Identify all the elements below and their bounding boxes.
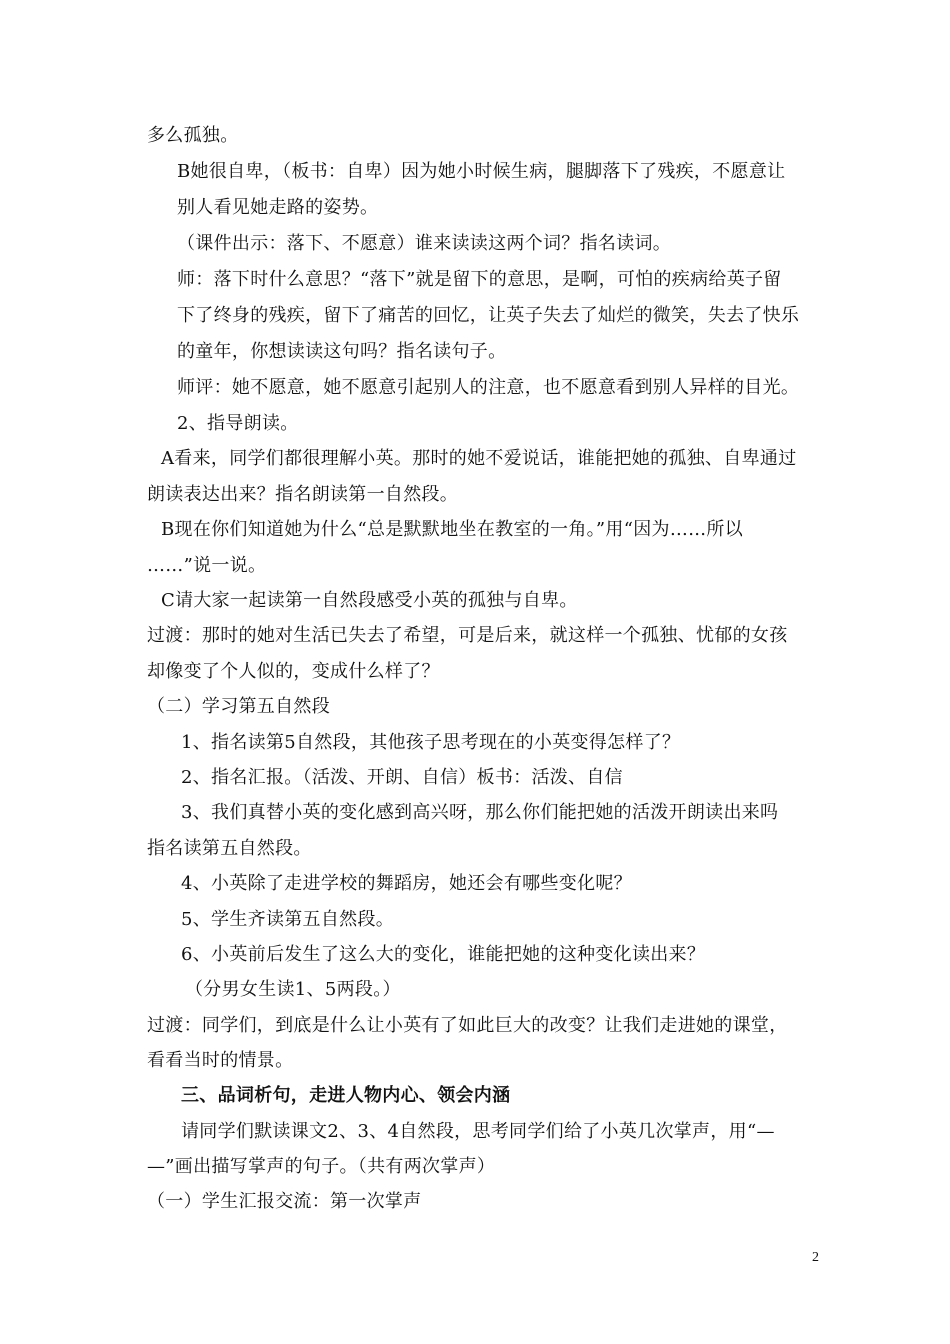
text-line: 2、指导朗读。 [177, 413, 299, 434]
section-heading: （一）学生汇报交流：第一次掌声 [147, 1191, 422, 1212]
text-line: B她很自卑，（板书：自卑）因为她小时候生病，腿脚落下了残疾，不愿意让 [177, 161, 786, 182]
page-number: 2 [812, 1250, 819, 1265]
text-line: 1、指名读第5自然段，其他孩子思考现在的小英变得怎样了？ [181, 732, 681, 753]
section-heading: （二）学习第五自然段 [147, 696, 330, 717]
text-line: 师：落下时什么意思？“落下”就是留下的意思，是啊，可怕的疾病给英子留 [177, 269, 782, 290]
text-line: 请同学们默读课文2、3、4自然段，思考同学们给了小英几次掌声，用“— [181, 1121, 775, 1142]
text-line: 看看当时的情景。 [147, 1050, 294, 1071]
text-line: A看来，同学们都很理解小英。那时的她不爱说话，谁能把她的孤独、自卑通过 [161, 448, 797, 469]
text-line: 下了终身的残疾，留下了痛苦的回忆，让英子失去了灿烂的微笑，失去了快乐 [177, 305, 800, 326]
text-line: （分男女生读1、5两段。） [185, 979, 401, 1000]
text-line: （课件出示：落下、不愿意）谁来读读这两个词？指名读词。 [177, 233, 672, 254]
text-line: 过渡：同学们，到底是什么让小英有了如此巨大的改变？让我们走进她的课堂， [147, 1015, 788, 1036]
section-heading: 三、品词析句，走进人物内心、领会内涵 [181, 1085, 511, 1106]
text-line: 师评：她不愿意，她不愿意引起别人的注意，也不愿意看到别人异样的目光。 [177, 377, 800, 398]
text-line: C请大家一起读第一自然段感受小英的孤独与自卑。 [161, 590, 578, 611]
text-line: 指名读第五自然段。 [147, 838, 312, 859]
text-line: 过渡：那时的她对生活已失去了希望，可是后来，就这样一个孤独、忧郁的女孩 [147, 625, 788, 646]
text-line: 4、小英除了走进学校的舞蹈房，她还会有哪些变化呢？ [181, 873, 632, 894]
text-line: 3、我们真替小英的变化感到高兴呀，那么你们能把她的活泼开朗读出来吗 [181, 802, 779, 823]
text-line: ……”说一说。 [147, 555, 267, 576]
text-line: B现在你们知道她为什么“总是默默地坐在教室的一角。”用“因为……所以 [161, 519, 744, 540]
text-line: 多么孤独。 [147, 125, 239, 146]
text-line: 别人看见她走路的姿势。 [177, 197, 379, 218]
text-line: 6、小英前后发生了这么大的变化，谁能把她的这种变化读出来？ [181, 944, 706, 965]
text-line: 2、指名汇报。（活泼、开朗、自信）板书：活泼、自信 [181, 767, 623, 788]
text-line: 的童年，你想读读这句吗？指名读句子。 [177, 341, 507, 362]
text-line: 5、学生齐读第五自然段。 [181, 909, 395, 930]
text-line: 朗读表达出来？指名朗读第一自然段。 [147, 484, 459, 505]
text-line: 却像变了个人似的，变成什么样了？ [147, 661, 440, 682]
text-line: —”画出描写掌声的句子。（共有两次掌声） [147, 1156, 496, 1177]
